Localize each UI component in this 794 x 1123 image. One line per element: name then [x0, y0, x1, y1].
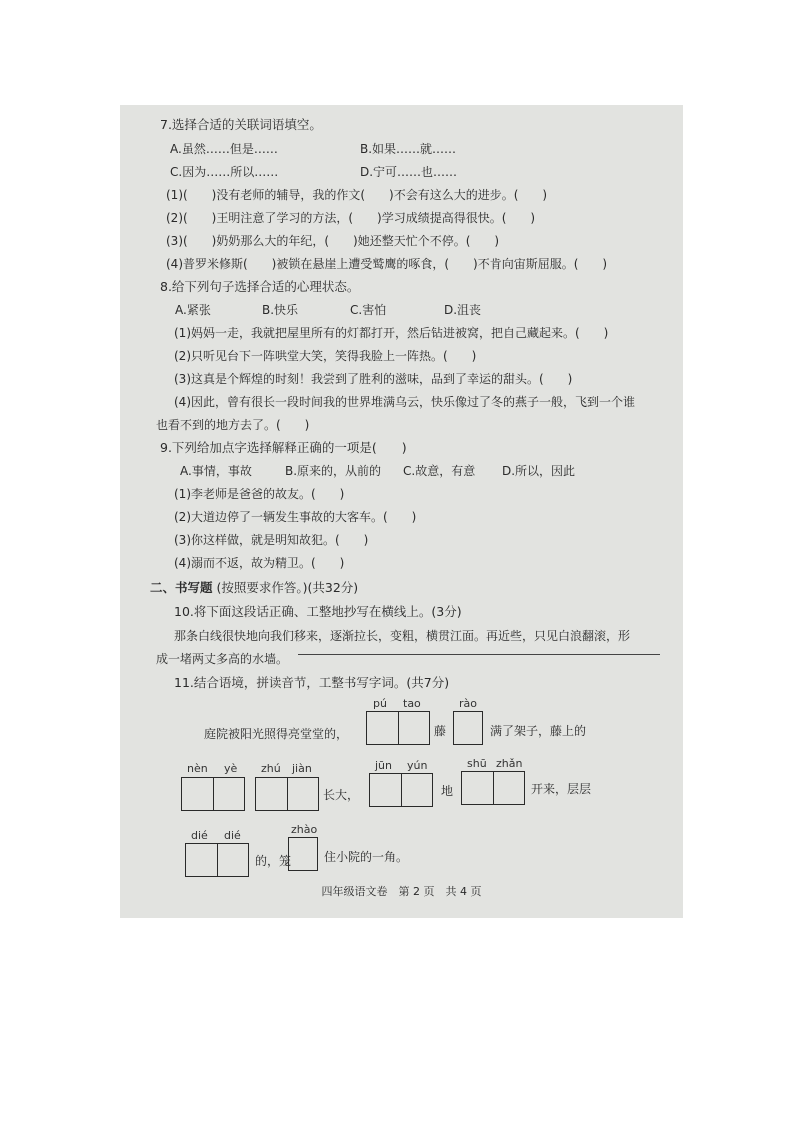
- q9-option-d: D.所以，因此: [502, 464, 576, 478]
- q10-title: 10.将下面这段话正确、工整地抄写在横线上。(3分): [174, 604, 462, 619]
- pinyin-junyun-2: yún: [407, 759, 428, 772]
- q7-item-1: (1)( )没有老师的辅导，我的作文( )不会有这么大的进步。( ): [166, 188, 548, 202]
- q9-item-1: (1)李老师是爸爸的故友。( ): [174, 487, 345, 501]
- q7-title: 7.选择合适的关联词语填空。: [160, 117, 322, 132]
- q7-option-a: A.虽然……但是……: [170, 142, 278, 156]
- bleed-through-text: [460, 118, 471, 134]
- exam-page: [120, 105, 683, 918]
- section-2-note: (按照要求作答。)(共32分): [216, 580, 359, 595]
- pinyin-zhujian-1: zhú: [261, 762, 281, 775]
- q11-text-8: 住小院的一角。: [324, 850, 409, 864]
- q8-item-1: (1)妈妈一走，我就把屋里所有的灯都打开，然后钻进被窝，把自己藏起来。( ): [174, 326, 609, 340]
- q9-item-3: (3)你这样做，就是明知故犯。( ): [174, 533, 369, 547]
- q7-option-c: C.因为……所以……: [170, 165, 279, 179]
- q7-option-b: B.如果……就……: [360, 142, 457, 156]
- pinyin-zhujian-2: jiàn: [292, 762, 312, 775]
- q7-item-4: (4)普罗米修斯( )被锁在悬崖上遭受鹫鹰的啄食，( )不肯向宙斯屈服。( ): [166, 257, 608, 271]
- q11-title: 11.结合语境，拼读音节，工整书写字词。(共7分): [174, 675, 450, 690]
- pinyin-putao-1: pú: [373, 697, 387, 710]
- pinyin-shuzhan-1: shū: [467, 757, 487, 770]
- answer-box-rao[interactable]: [453, 711, 483, 745]
- section-2-heading: [150, 582, 358, 595]
- q11-text-5: 地: [441, 784, 454, 798]
- pinyin-rao: rào: [459, 697, 477, 710]
- pinyin-nenye-2: yè: [224, 762, 238, 775]
- q8-item-4-cont: 也看不到的地方去了。( ): [156, 418, 310, 432]
- q7-option-d: D.宁可……也……: [360, 165, 458, 179]
- pinyin-zhao: zhào: [291, 823, 318, 836]
- section-2-title: 二、书写题: [150, 580, 213, 595]
- answer-box-junyun[interactable]: [369, 773, 433, 807]
- q9-item-4: (4)溺而不返，故为精卫。( ): [174, 556, 345, 570]
- pinyin-shuzhan-2: zhǎn: [496, 757, 523, 770]
- q11-text-3: 满了架子，藤上的: [490, 724, 587, 738]
- q9-title: 9.下列给加点字选择解释正确的一项是( ): [160, 440, 407, 455]
- q10-answer-line[interactable]: [298, 654, 660, 655]
- q8-item-3: (3)这真是个辉煌的时刻！我尝到了胜利的滋味，品到了幸运的甜头。( ): [174, 372, 573, 386]
- q11-text-6: 开来，层层: [531, 782, 592, 796]
- pinyin-diedie-2: dié: [224, 829, 241, 842]
- q9-item-2: (2)大道边停了一辆发生事故的大客车。( ): [174, 510, 417, 524]
- pinyin-diedie-1: dié: [191, 829, 208, 842]
- q8-option-a: A.紧张: [175, 303, 211, 317]
- answer-box-shuzhan[interactable]: [461, 771, 525, 805]
- answer-box-nenye[interactable]: [181, 777, 245, 811]
- q8-item-4: (4)因此，曾有很长一段时间我的世界堆满乌云，快乐像过了冬的燕子一般，飞到一个谁: [174, 395, 636, 409]
- q9-option-a: A.事情，事故: [180, 464, 252, 478]
- answer-box-diedie[interactable]: [185, 843, 249, 877]
- q9-option-b: B.原来的，从前的: [285, 464, 382, 478]
- pinyin-junyun-1: jūn: [375, 759, 392, 772]
- q8-option-c: C.害怕: [350, 303, 387, 317]
- q7-item-2: (2)( )王明注意了学习的方法，( )学习成绩提高得很快。( ): [166, 211, 536, 225]
- q8-title: 8.给下列句子选择合适的心理状态。: [160, 279, 360, 294]
- q11-text-4: 长大，: [323, 788, 360, 802]
- q8-item-2: (2)只听见台下一阵哄堂大笑，笑得我脸上一阵热。( ): [174, 349, 477, 363]
- q11-text-1: 庭院被阳光照得亮堂堂的，: [204, 727, 349, 741]
- q8-option-b: B.快乐: [262, 303, 299, 317]
- q11-text-2: 藤: [434, 724, 447, 738]
- page-footer: 四年级语文卷 第 2 页 共 4 页: [321, 885, 482, 898]
- pinyin-nenye-1: nèn: [187, 762, 208, 775]
- q10-passage-line-1: 那条白线很快地向我们移来，逐渐拉长，变粗，横贯江面。再近些，只见白浪翻滚，形: [174, 629, 631, 643]
- q9-option-c: C.故意，有意: [403, 464, 476, 478]
- q8-option-d: D.沮丧: [444, 303, 482, 317]
- q11-text-7: 的，笼: [255, 854, 292, 868]
- answer-box-putao[interactable]: [366, 711, 430, 745]
- q10-passage-line-2: 成一堵两丈多高的水墙。: [156, 652, 289, 666]
- answer-box-zhujian[interactable]: [255, 777, 319, 811]
- q7-item-3: (3)( )奶奶那么大的年纪，( )她还整天忙个不停。( ): [166, 234, 500, 248]
- answer-box-zhao[interactable]: [288, 837, 318, 871]
- pinyin-putao-2: tao: [403, 697, 421, 710]
